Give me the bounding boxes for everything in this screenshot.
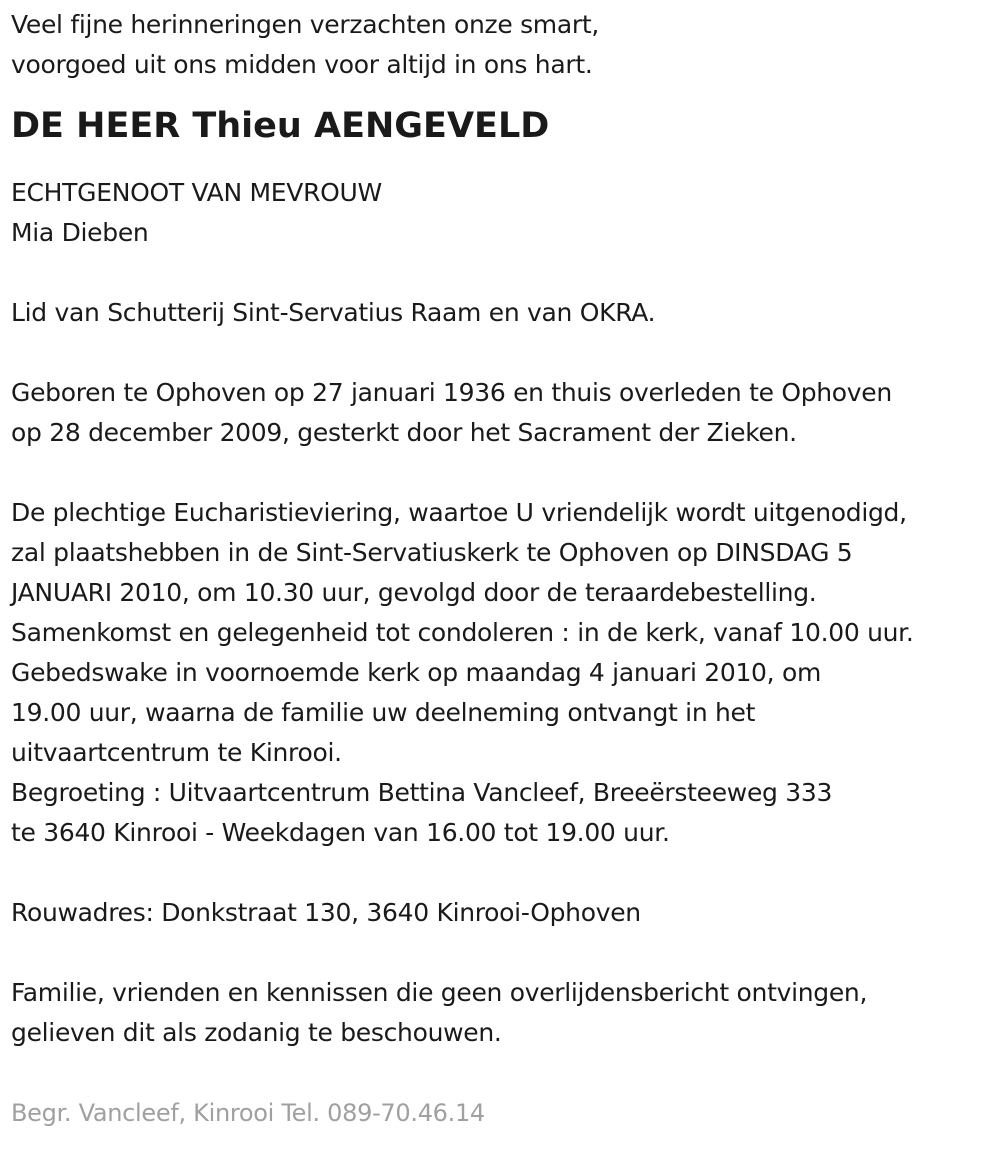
membership-line: Lid van Schutterij Sint-Servatius Raam en van OKRA. (11, 298, 656, 327)
ceremony-line: Gebedswake in voornoemde kerk op maandag 4 januari 2010, om (11, 658, 821, 687)
ceremony-line: te 3640 Kinrooi - Weekdagen van 16.00 tot 19.00 uur. (11, 818, 670, 847)
notice-line: gelieven dit als zodanig te beschouwen. (11, 1018, 502, 1047)
mourning-address: Rouwadres: Donkstraat 130, 3640 Kinrooi-Ophoven (11, 898, 641, 927)
poem-line: Veel fijne herinneringen verzachten onze smart, (11, 10, 599, 39)
ceremony-line: Begroeting : Uitvaartcentrum Bettina Vancleef, Breeërsteeweg 333 (11, 778, 833, 807)
funeral-home-footer: Begr. Vancleef, Kinrooi Tel. 089-70.46.14 (11, 1099, 485, 1127)
relation-line: ECHTGENOOT VAN MEVROUW (11, 178, 382, 207)
ceremony-line: De plechtige Eucharistieviering, waartoe U vriendelijk wordt uitgenodigd, (11, 498, 907, 527)
ceremony-line: uitvaartcentrum te Kinrooi. (11, 738, 342, 767)
notice-line: Familie, vrienden en kennissen die geen overlijdensbericht ontvingen, (11, 978, 868, 1007)
memorial-poem (11, 5, 599, 85)
ceremony-line: zal plaatshebben in de Sint-Servatiuskerk te Ophoven op DINSDAG 5 (11, 538, 853, 567)
ceremony-line: JANUARI 2010, om 10.30 uur, gevolgd door de teraardebestelling. (11, 578, 817, 607)
ceremony-line: 19.00 uur, waarna de familie uw deelneming ontvangt in het (11, 698, 756, 727)
birth-death-line: Geboren te Ophoven op 27 januari 1936 en thuis overleden te Ophoven (11, 378, 892, 407)
spouse-name: Mia Dieben (11, 218, 149, 247)
poem-line: voorgoed uit ons midden voor altijd in ons hart. (11, 50, 593, 79)
notice-body (11, 173, 914, 1133)
ceremony-line: Samenkomst en gelegenheid tot condoleren : in de kerk, vanaf 10.00 uur. (11, 618, 914, 647)
deceased-name: DE HEER Thieu AENGEVELD (11, 106, 550, 146)
birth-death-line: op 28 december 2009, gesterkt door het Sacrament der Zieken. (11, 418, 797, 447)
